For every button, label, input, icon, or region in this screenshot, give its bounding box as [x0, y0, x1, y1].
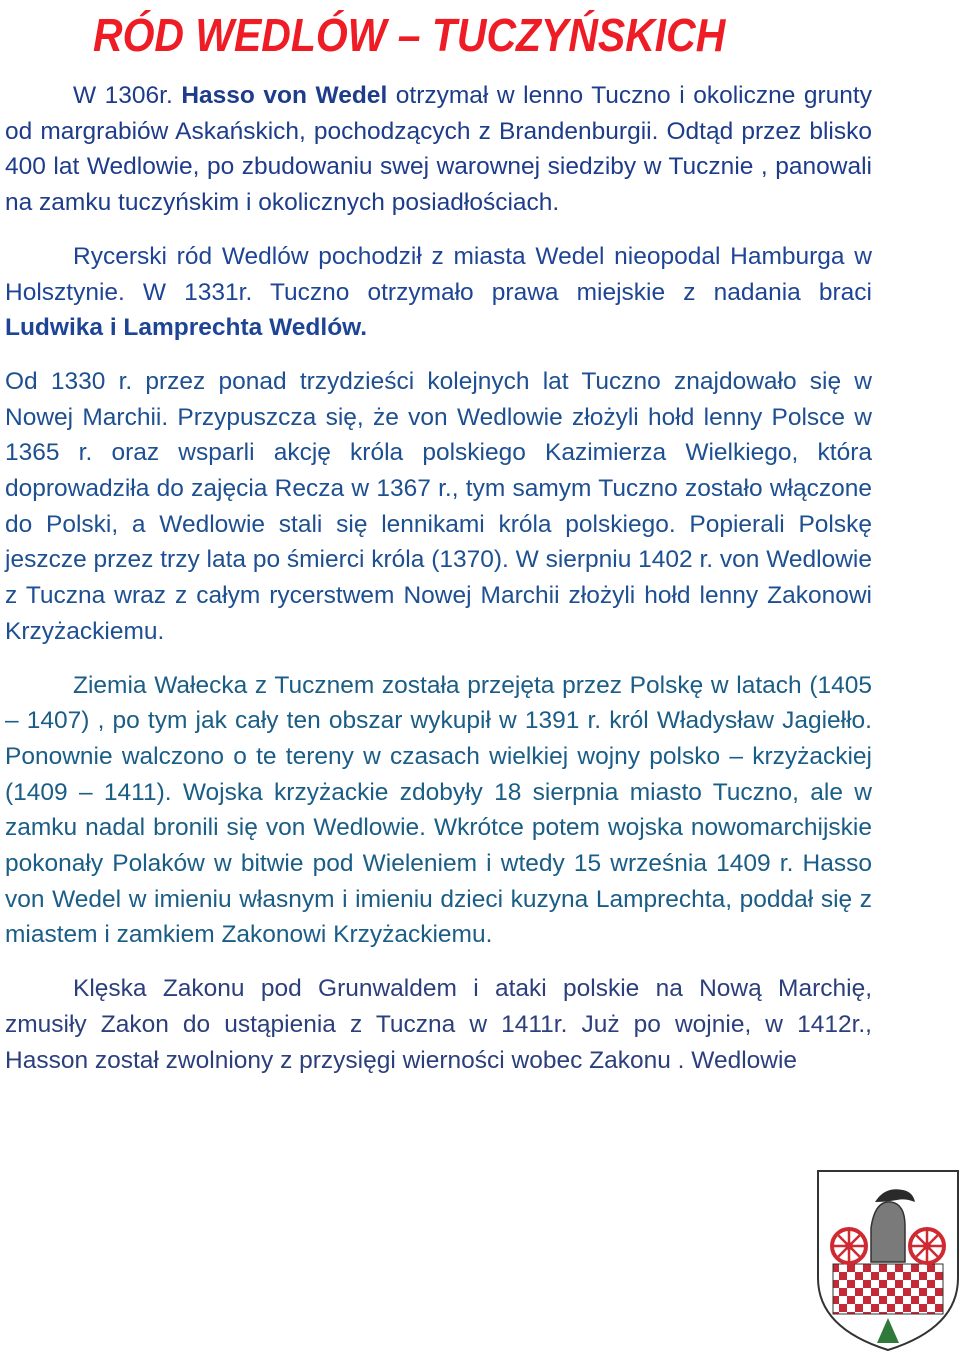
- paragraph-4-text: Ziemia Wałecka z Tucznem została przejęta przez Polskę w latach (1405 – 1407) , po tym jak cały ten obszar wykupił w 1391 r. król Władysław Jagiełło. Ponownie walczono o te tereny w czasach wielkiej wojny polsko – krzyżackiej (1409 – 1411). Wojska krzyżackie zdobyły 18 sierpnia miasto Tuczno, ale w zamku nadal bronili się von Wedlowie. Wkrótce potem wojska nowomarchijskie pokonały Polaków w bitwie pod Wieleniem i wtedy 15 września 1409 r. Hasso von Wedel w imieniu własnym i imieniu dzieci kuzyna Lamprechta, poddał się z miastem i zamkiem Zakonowi Krzyżackiemu.: [5, 671, 872, 949]
- helmet-icon: [871, 1202, 905, 1262]
- paragraph-1-text-b: otrzymał w lenno Tuczno i okoliczne grunty od margrabiów Askańskich, pochodzących z Brandenburgii. Odtąd przez blisko 400 lat Wedlowie, po zbudowaniu swej warownej siedziby w Tucznie , panowali na zamku tuczyńskim i okolicznych posiadłościach.: [5, 82, 872, 217]
- paragraph-2-bold: Ludwika i Lamprechta Wedlów.: [5, 314, 368, 342]
- paragraph-5-text: Klęska Zakonu pod Grunwaldem i ataki polskie na Nową Marchię, zmusiły Zakon do ustąpienia z Tuczna w 1411r. Już po wojnie, w 1412r., Hasson został zwolniony z przysięgi wierności wobec Zakonu . Wedlowie: [5, 975, 872, 1074]
- paragraph-1-bold: Hasso von Wedel: [181, 82, 388, 109]
- document-body: [5, 78, 872, 1096]
- document-title: RÓD WEDLÓW – TUCZYŃSKICH: [93, 9, 726, 61]
- paragraph-3-text: Od 1330 r. przez ponad trzydzieści kolejnych lat Tuczno znajdowało się w Nowej Marchii. Przypuszcza się, że von Wedlowie złożyli hołd lenny Polsce w 1365 r. oraz wsparli akcję króla polskiego Kazimierza Wielkiego, która doprowadziła do zajęcia Recza w 1367 r., tym samym Tuczno zostało włączone do Polski, a Wedlowie stali się lennikami króla polskiego. Popierali Polskę jeszcze przez trzy lata po śmierci króla (1370). W sierpniu 1402 r. von Wedlowie z Tuczna wraz z całym rycerstwem Nowej Marchii złożyli hołd lenny Zakonowi Krzyżackiemu.: [5, 367, 872, 645]
- wheel-right-icon: [910, 1229, 944, 1263]
- wheel-left-icon: [832, 1229, 866, 1263]
- paragraph-1-text-a: W 1306r.: [73, 82, 182, 109]
- paragraph-3: [5, 364, 872, 650]
- paragraph-4: [5, 668, 872, 954]
- paragraph-2: [5, 239, 872, 346]
- paragraph-2-text: Rycerski ród Wedlów pochodził z miasta Wedel nieopodal Hamburga w Holsztynie. W 1331r. Tuczno otrzymało prawa miejskie z nadania braci: [5, 242, 872, 306]
- coat-of-arms-icon: [815, 1168, 960, 1353]
- paragraph-5: [5, 971, 872, 1078]
- checkered-band: [833, 1264, 943, 1314]
- paragraph-1: [5, 78, 872, 221]
